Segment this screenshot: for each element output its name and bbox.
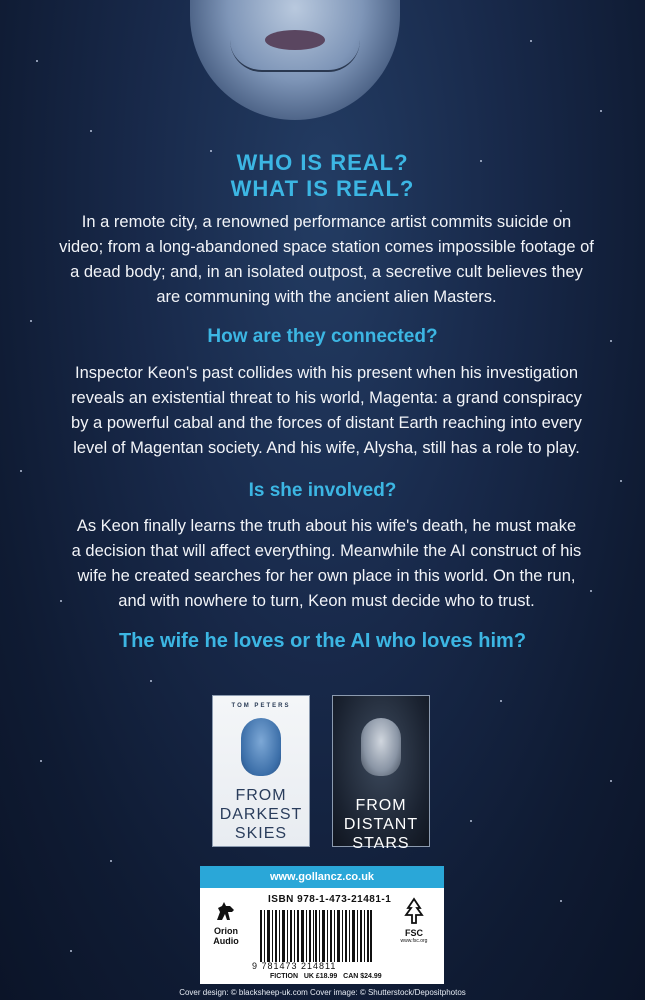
paragraph-line: by a powerful cabal and the forces of distant Earth reaching into every <box>71 414 582 432</box>
paragraph-line: a dead body; and, in an isolated outpost, a secretive cult believes they <box>70 263 583 281</box>
paragraph-line: reveals an existential threat to his world, Magenta: a grand conspiracy <box>71 389 582 407</box>
paragraph-line: As Keon finally learns the truth about his wife's death, he must make <box>76 517 577 535</box>
android-head-illustration <box>361 718 401 776</box>
genre-label: FICTION <box>270 973 298 980</box>
blurb-paragraph-2 <box>54 361 599 461</box>
blurb-paragraph-1 <box>54 210 599 310</box>
orion-audio-logo <box>206 900 246 946</box>
paragraph-line: Inspector Keon's past collides with his present when his investigation <box>74 364 578 382</box>
question-connected: How are they connected? <box>207 326 438 347</box>
cover-credit: Cover design: © blacksheep-uk.com Cover image: © Shutterstock/Depositphotos <box>179 988 466 997</box>
book-cover-from-distant-stars <box>332 695 430 852</box>
paragraph-line: wife he created searches for her own place in this world. On the run, <box>77 567 576 585</box>
barcode-panel <box>200 866 444 984</box>
isbn-number: ISBN 978-1-473-21481-1 <box>268 894 392 905</box>
book-title <box>213 786 309 843</box>
book-title-line: SKIES <box>234 825 288 842</box>
fsc-url: www.fsc.org <box>400 938 428 944</box>
headline-line-2: WHAT IS REAL? <box>230 176 415 201</box>
blurb-paragraph-3 <box>54 514 599 614</box>
fsc-logo <box>392 896 436 944</box>
price-can: CAN $24.99 <box>343 973 382 980</box>
book-title-line: FROM <box>235 787 287 804</box>
paragraph-line: level of Magentan society. And his wife, Alysha, still has a role to play. <box>73 439 580 457</box>
paragraph-line: are communing with the ancient alien Masters. <box>156 288 497 306</box>
book-title-line: DISTANT <box>343 816 419 833</box>
book-title-line: STARS <box>352 835 410 852</box>
book-title-line: DARKEST <box>219 806 303 823</box>
barcode-digits: 9 781473 214811 <box>252 961 337 971</box>
book-cover-from-darkest-skies <box>212 695 310 847</box>
barcode <box>260 910 372 962</box>
headset-wire <box>230 40 360 72</box>
question-involved: Is she involved? <box>248 480 397 501</box>
android-head-illustration <box>241 718 281 776</box>
book-title-line: FROM <box>355 797 407 814</box>
paragraph-line: and with nowhere to turn, Keon must decide who to trust. <box>118 592 535 610</box>
fsc-tree-icon <box>399 896 429 926</box>
fsc-label: FSC <box>405 928 423 938</box>
paragraph-line: video; from a long-abandoned space station comes impossible footage of <box>59 238 594 256</box>
book-author: TOM PETERS <box>231 703 291 709</box>
dog-logo-icon <box>214 900 238 922</box>
publisher-url: www.gollancz.co.uk <box>200 866 444 888</box>
book-title <box>333 796 429 853</box>
paragraph-line: In a remote city, a renowned performance artist commits suicide on <box>81 213 572 231</box>
paragraph-line: a decision that will affect everything. Meanwhile the AI construct of his <box>71 542 582 560</box>
price-uk: UK £18.99 <box>303 973 338 980</box>
headline-line-1: WHO IS REAL? <box>236 150 409 175</box>
price-line <box>270 973 382 980</box>
tagline-question: The wife he loves or the AI who loves him? <box>118 630 527 652</box>
publisher-name-line: Orion <box>214 926 238 936</box>
cover-face-illustration <box>190 0 400 120</box>
publisher-name-line: Audio <box>213 936 239 946</box>
